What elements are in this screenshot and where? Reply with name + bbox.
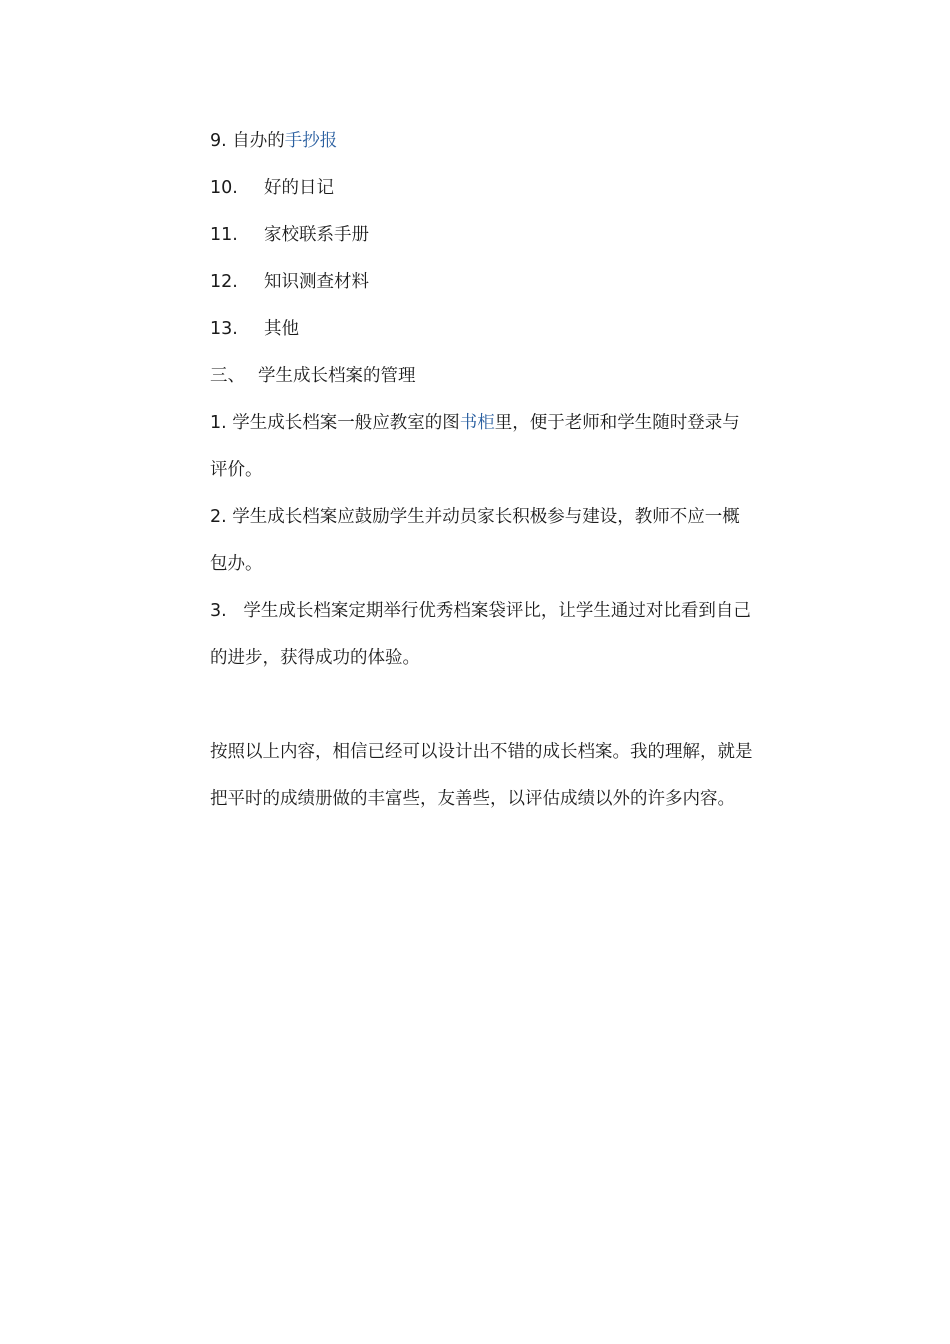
list-item-12: [210, 259, 810, 306]
paragraph-spacer: [210, 682, 810, 729]
point-text: 学生成长档案定期举行优秀档案袋评比，让学生通过对比看到自己: [243, 601, 751, 621]
summary-line-1: 按照以上内容，相信已经可以设计出不错的成长档案。我的理解，就是: [210, 742, 753, 762]
point-1-line-2: 评价。: [210, 460, 263, 480]
point-3-line-1: [210, 588, 810, 635]
point-2-line-1: [210, 494, 810, 541]
section-number: 三、: [210, 366, 245, 386]
list-item-9: [210, 118, 810, 165]
list-text: 好的日记: [264, 178, 334, 198]
point-number: 3.: [210, 601, 227, 621]
section-heading: [210, 353, 810, 400]
list-text: 自办的: [232, 131, 285, 151]
point-3-line-2: 的进步，获得成功的体验。: [210, 648, 420, 668]
list-number: 13.: [210, 319, 238, 339]
point-2-line-2: 包办。: [210, 554, 263, 574]
list-item-13: [210, 306, 810, 353]
list-number: 11.: [210, 225, 238, 245]
summary-line-2: 把平时的成绩册做的丰富些，友善些，以评估成绩以外的许多内容。: [210, 789, 735, 809]
link-shugui[interactable]: 书柜: [459, 413, 495, 433]
list-text: 其他: [264, 319, 299, 339]
list-number: 12.: [210, 272, 238, 292]
point-1-line-1: [210, 400, 810, 447]
list-text: 知识测查材料: [264, 272, 369, 292]
point-text: 学生成长档案应鼓励学生并动员家长积极参与建设，教师不应一概: [232, 507, 740, 527]
section-title: 学生成长档案的管理: [258, 366, 416, 386]
point-text: 学生成长档案一般应教室的图: [232, 413, 460, 433]
link-shouchaobao[interactable]: 手抄报: [284, 131, 338, 151]
list-number: 9.: [210, 131, 227, 151]
point-text: 里，便于老师和学生随时登录与: [494, 413, 740, 433]
point-number: 1.: [210, 413, 227, 433]
document-body: [210, 118, 810, 823]
list-item-11: [210, 212, 810, 259]
list-number: 10.: [210, 178, 238, 198]
list-text: 家校联系手册: [264, 225, 369, 245]
list-item-10: [210, 165, 810, 212]
point-number: 2.: [210, 507, 227, 527]
